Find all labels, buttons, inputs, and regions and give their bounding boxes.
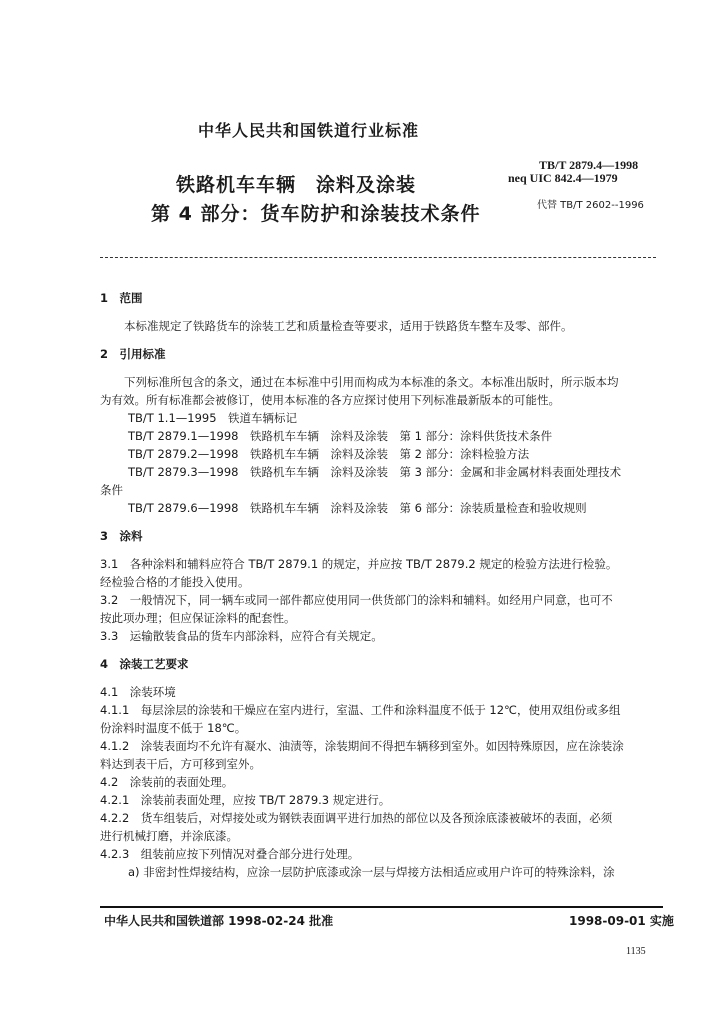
clause: 按此项办理；但应保证涂料的配套性。 — [100, 611, 296, 625]
clause: 经检验合格的才能投入使用。 — [100, 575, 250, 589]
clause: 4.1 涂装环境 — [100, 685, 176, 699]
issuing-org: 中华人民共和国铁道行业标准 — [198, 121, 420, 140]
section-heading: 2 引用标准 — [100, 347, 166, 361]
reference-item: TB/T 2879.3—1998 铁路机车车辆 涂料及涂装 第 3 部分：金属和非金属材料表面处理技术 — [128, 465, 622, 479]
reference-item: TB/T 1.1—1995 铁道车辆标记 — [128, 411, 298, 425]
clause: a) 非密封性焊接结构，应涂一层防护底漆或涂一层与焊接方法相适应或用户许可的特殊涂料，涂 — [128, 865, 615, 879]
implementation-date: 1998-09-01 实施 — [569, 914, 674, 928]
clause: 3.2 一般情况下，同一辆车或同一部件都应使用同一供货部门的涂料和辅料。如经用户同意，也可不 — [100, 593, 613, 607]
clause: 4.2 涂装前的表面处理。 — [100, 775, 234, 789]
equivalent-standard: neq UIC 842.4—1979 — [508, 171, 618, 185]
clause: 料达到表干后，方可移到室外。 — [100, 757, 261, 771]
section-heading: 4 涂装工艺要求 — [100, 657, 189, 671]
paragraph: 下列标准所包含的条文，通过在本标准中引用而构成为本标准的条文。本标准出版时，所示版本均 — [124, 375, 619, 389]
reference-item: TB/T 2879.6—1998 铁路机车车辆 涂料及涂装 第 6 部分：涂装质量检查和验收规则 — [128, 501, 587, 515]
clause: 3.3 运输散装食品的货车内部涂料，应符合有关规定。 — [100, 629, 383, 643]
footer-divider — [100, 906, 663, 908]
clause: 4.1.1 每层涂层的涂装和干燥应在室内进行，室温、工件和涂料温度不低于 12℃，使用双组份或多组 — [100, 703, 621, 717]
title-line-1: 铁路机车车辆 涂料及涂装 — [176, 174, 417, 196]
clause: 4.2.3 组装前应按下列情况对叠合部分进行处理。 — [100, 847, 360, 861]
document-body — [100, 289, 660, 881]
reference-item: TB/T 2879.1—1998 铁路机车车辆 涂料及涂装 第 1 部分：涂料供货技术条件 — [128, 429, 553, 443]
title-line-2: 第 4 部分：货车防护和涂装技术条件 — [151, 203, 481, 225]
clause: 4.2.1 涂装前表面处理，应按 TB/T 2879.3 规定进行。 — [100, 793, 391, 807]
clause: 4.1.2 涂装表面均不允许有凝水、油渍等，涂装期间不得把车辆移到室外。如因特殊原因，应在涂装涂 — [100, 739, 624, 753]
page-number: 1135 — [626, 946, 646, 957]
section-heading: 1 范围 — [100, 291, 143, 305]
section-heading: 3 涂料 — [100, 529, 143, 543]
replaces-standard: 代替 TB/T 2602--1996 — [537, 200, 644, 211]
clause: 份涂料时温度不低于 18℃。 — [100, 721, 247, 735]
header-divider — [100, 257, 656, 258]
paragraph: 为有效。所有标准都会被修订，使用本标准的各方应探讨使用下列标准最新版本的可能性。 — [100, 393, 560, 407]
approval-line: 中华人民共和国铁道部 1998-02-24 批准 — [104, 914, 334, 928]
reference-item: 条件 — [100, 483, 123, 497]
standard-code: TB/T 2879.4—1998 — [539, 158, 639, 172]
clause: 4.2.2 货车组装后，对焊接处或为钢铁表面调平进行加热的部位以及各预涂底漆被破坏的表面，必须 — [100, 811, 613, 825]
paragraph: 本标准规定了铁路货车的涂装工艺和质量检查等要求，适用于铁路货车整车及零、部件。 — [124, 319, 573, 333]
clause: 进行机械打磨，并涂底漆。 — [100, 829, 238, 843]
reference-item: TB/T 2879.2—1998 铁路机车车辆 涂料及涂装 第 2 部分：涂料检验方法 — [128, 447, 530, 461]
clause: 3.1 各种涂料和辅料应符合 TB/T 2879.1 的规定，并应按 TB/T 2879.2 规定的检验方法进行检验。 — [100, 557, 618, 571]
